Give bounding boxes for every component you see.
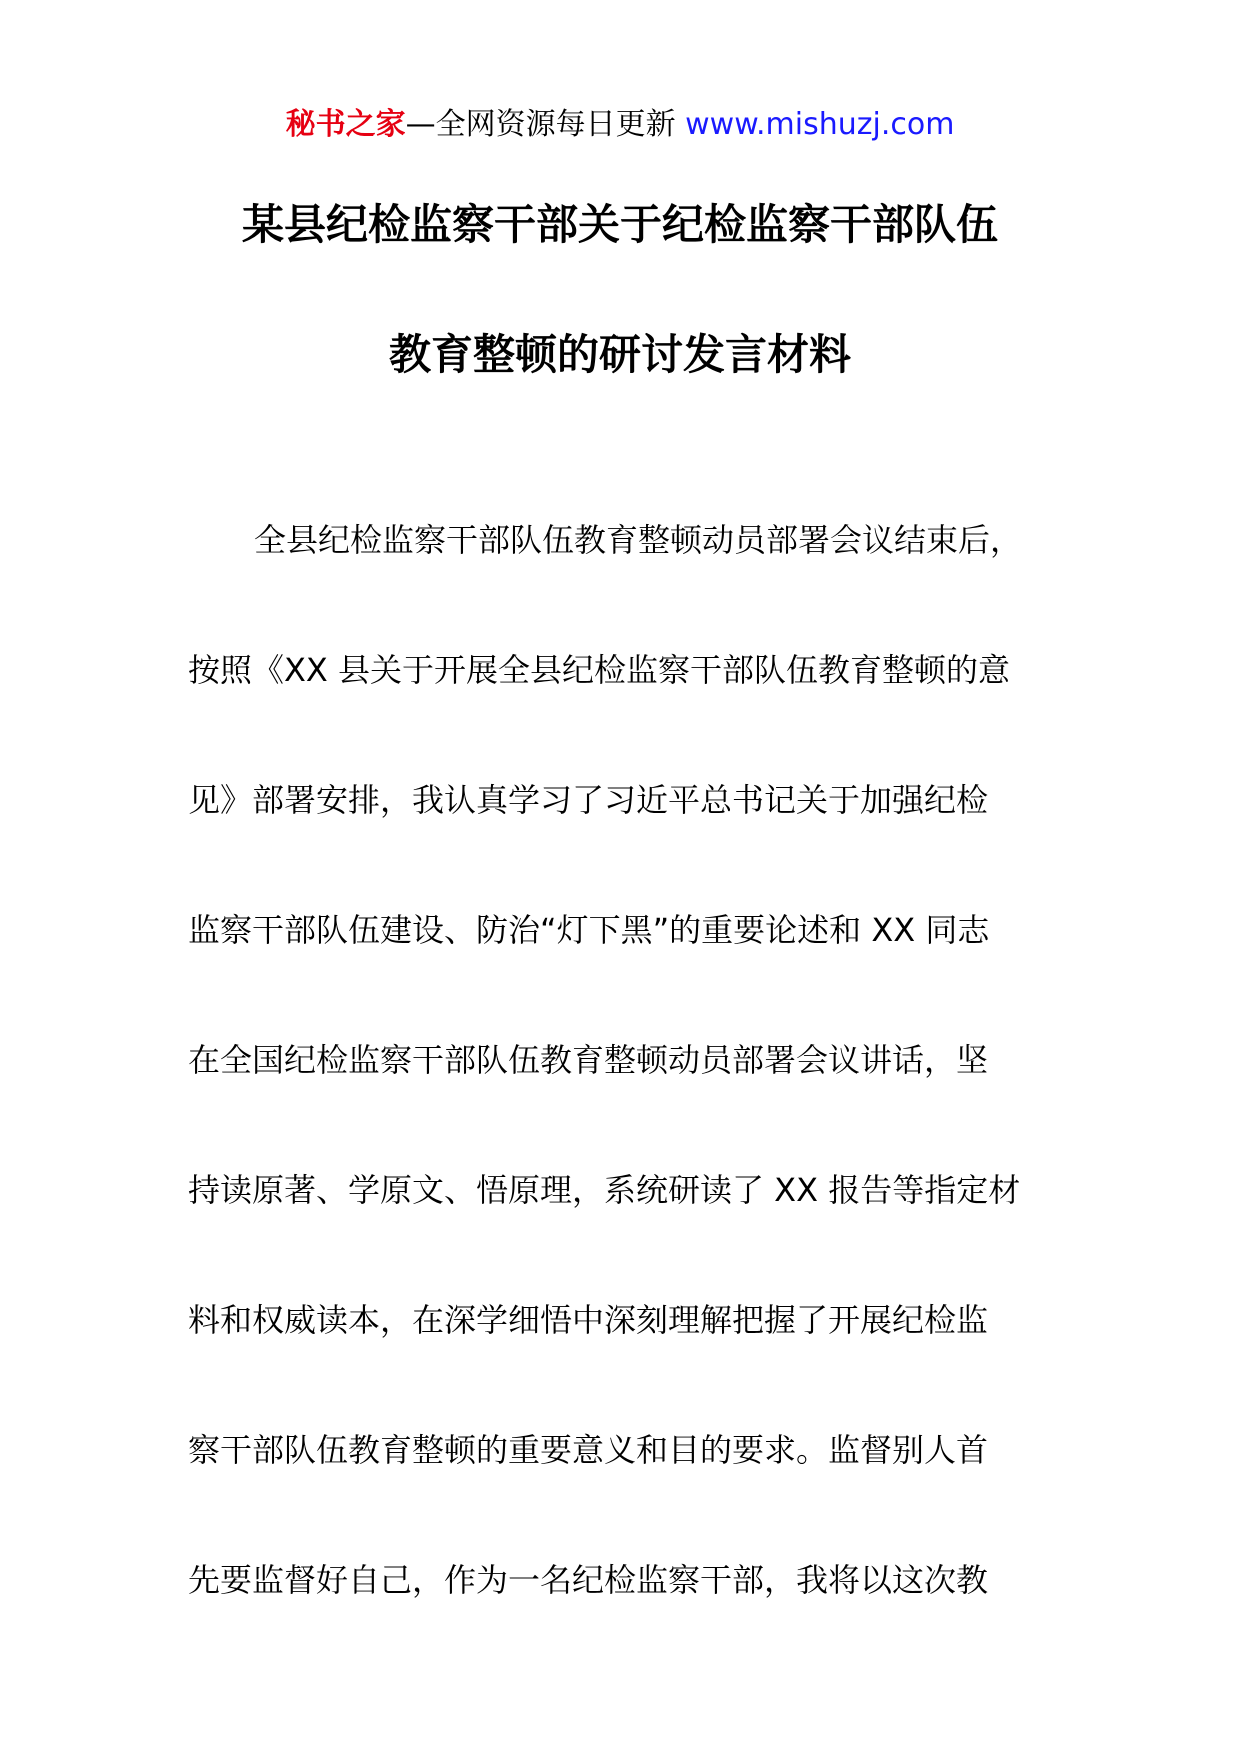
body-line: 先要监督好自己，作为一名纪检监察干部，我将以这次教: [188, 1561, 989, 1599]
body-line: 见》部署安排，我认真学习了习近平总书记关于加强纪检: [188, 781, 989, 819]
site-brand: 秘书之家: [285, 107, 406, 142]
site-url-link[interactable]: www.mishuzj.com: [685, 107, 955, 142]
document-title: [0, 160, 1240, 420]
body-line: 按照《XX 县关于开展全县纪检监察干部队伍教育整顿的意: [188, 651, 1011, 689]
body-line: 料和权威读本，在深学细悟中深刻理解把握了开展纪检监: [188, 1301, 989, 1339]
body-line: 在全国纪检监察干部队伍教育整顿动员部署会议讲话，坚: [188, 1041, 989, 1079]
body-line: 察干部队伍教育整顿的重要意义和目的要求。监督别人首: [188, 1431, 989, 1469]
site-slogan: —全网资源每日更新: [405, 107, 686, 142]
body-line: 监察干部队伍建设、防治“灯下黑”的重要论述和 XX 同志: [188, 911, 990, 949]
site-header: [0, 100, 1240, 150]
document-title-line-1: 某县纪检监察干部关于纪检监察干部队伍: [241, 200, 998, 249]
document-body: [188, 475, 1068, 1645]
body-line: 持读原著、学原文、悟原理，系统研读了 XX 报告等指定材: [188, 1171, 1021, 1209]
document-title-line-2: 教育整顿的研讨发言材料: [388, 330, 851, 379]
body-line: 全县纪检监察干部队伍教育整顿动员部署会议结束后，: [254, 521, 1023, 559]
